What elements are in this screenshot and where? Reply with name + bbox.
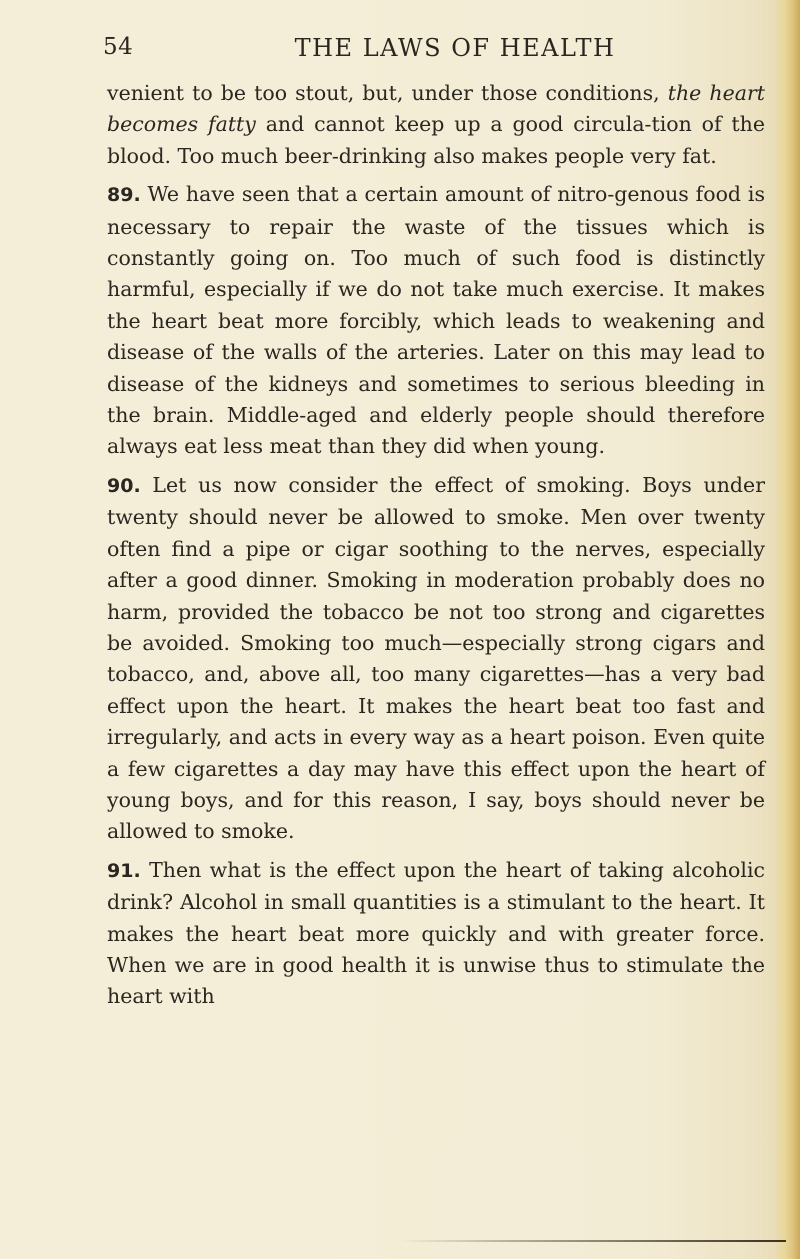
paragraph-91 — [107, 855, 765, 1013]
bottom-rule — [400, 1240, 786, 1242]
paragraph-text: Let us now consider the effect of smoking. Boys under twenty should never be allowed to smoke. Men over twenty often find a pipe or cigar soothing to the nerves, especially after a good dinner. Smoking in moderation probably does no harm, provided the tobacco be not too strong and cigarettes be avoided. Smoking too much—especially strong cigars and tobacco, and, above all, too many cigarettes—has a very bad effect upon the heart. It makes the heart beat too fast and irregularly, and acts in every way as a heart poison. Even quite a few cigarettes a day may have this effect upon the heart of young boys, and for this reason, I say, boys should never be allowed to smoke. — [107, 472, 765, 844]
paragraph-90 — [107, 470, 765, 848]
paragraph-number: 91. — [107, 859, 141, 882]
body-text — [107, 78, 765, 1013]
paragraph-number: 90. — [107, 474, 141, 497]
paragraph-number: 89. — [107, 184, 141, 207]
paragraph-text: Then what is the effect upon the heart of taking alcoholic drink? Alcohol in small quantities is a stimulant to the heart. It makes the heart beat more quickly and with greater force. When we are in good health it is unwise thus to stimulate the heart with — [107, 857, 765, 1009]
paragraph-89 — [107, 179, 765, 463]
page-number: 54 — [103, 34, 134, 60]
paragraph-text-after: and cannot keep up a good circula-tion of the blood. Too much beer-drinking also makes people very fat. — [107, 112, 765, 168]
paragraph-text: We have seen that a certain amount of nitro-genous food is necessary to repair the waste of the tissues which is constantly going on. Too much of such food is distinctly harmful, especially if we do not take much exercise. It makes the heart beat more forcibly, which leads to weakening and disease of the walls of the arteries. Later on this may lead to disease of the kidneys and sometimes to serious bleeding in the brain. Middle-aged and elderly people should therefore always eat less meat than they did when young. — [107, 182, 765, 459]
page-edge-shadow — [774, 0, 800, 1259]
paragraph-italic-phrase: the heart becomes fatty — [107, 81, 765, 137]
page-header — [100, 34, 780, 74]
paragraph-continued — [107, 78, 765, 172]
paragraph-text-before: venient to be too stout, but, under those conditions, — [107, 81, 668, 105]
running-head: THE LAWS OF HEALTH — [294, 34, 616, 62]
